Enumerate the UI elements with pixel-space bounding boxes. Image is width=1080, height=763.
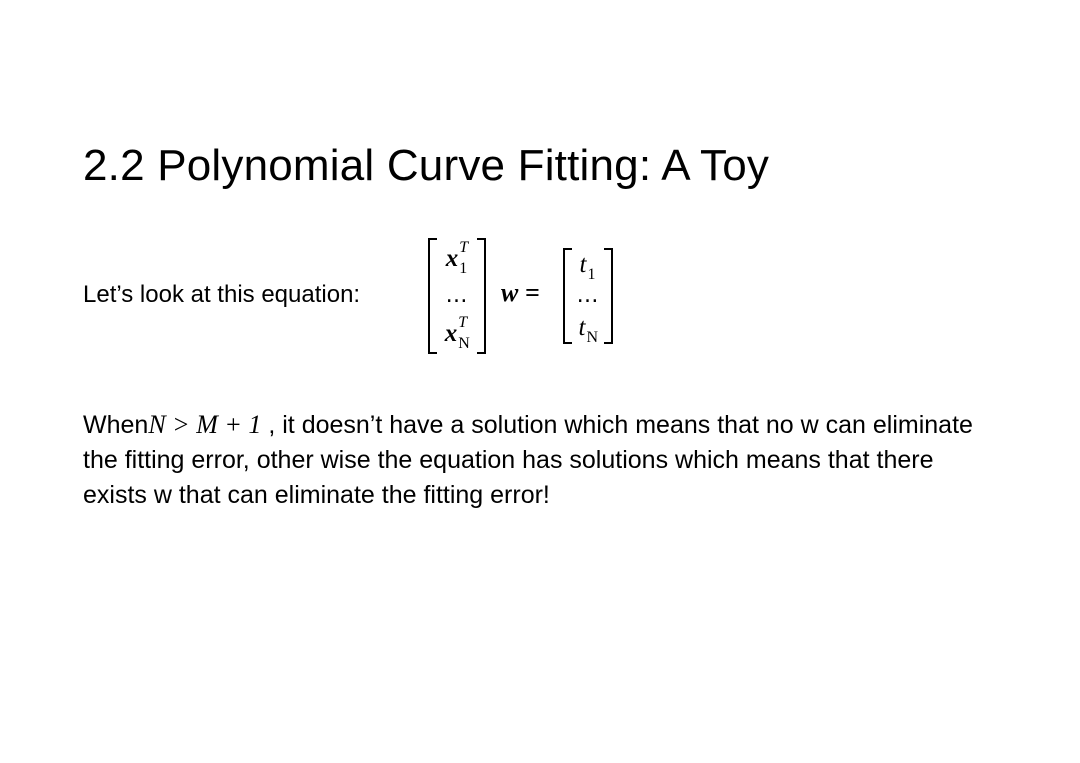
lhs-row-3: x T N — [444, 314, 470, 352]
rhs-row-1: t 1 — [579, 251, 596, 283]
explanation-paragraph — [83, 407, 983, 513]
paragraph-condition: N > M + 1 — [148, 410, 262, 439]
equation-lead-text: Let’s look at this equation: — [83, 281, 361, 308]
rhs-matrix — [563, 248, 613, 344]
rhs-left-bracket — [563, 248, 572, 344]
paragraph-prefix: When — [83, 411, 149, 439]
lhs-left-bracket — [428, 238, 437, 354]
lhs-row-2: … — [445, 283, 469, 308]
paragraph-suffix: , it doesn’t have a solution which means that no w can eliminate the fitting error, other wise the equation has solutions which means that there exists w that can eliminate the fitting error! — [83, 411, 973, 509]
lhs-matrix — [428, 238, 486, 354]
lhs-right-bracket — [477, 238, 486, 354]
rhs-right-bracket — [604, 248, 613, 344]
lhs-row-1: x T 1 — [445, 239, 469, 277]
slide-title: 2.2 Polynomial Curve Fitting: A Toy — [83, 141, 770, 190]
w-equals: w = — [501, 278, 540, 307]
rhs-row-2: … — [576, 283, 600, 308]
rhs-row-3: t N — [578, 314, 599, 346]
